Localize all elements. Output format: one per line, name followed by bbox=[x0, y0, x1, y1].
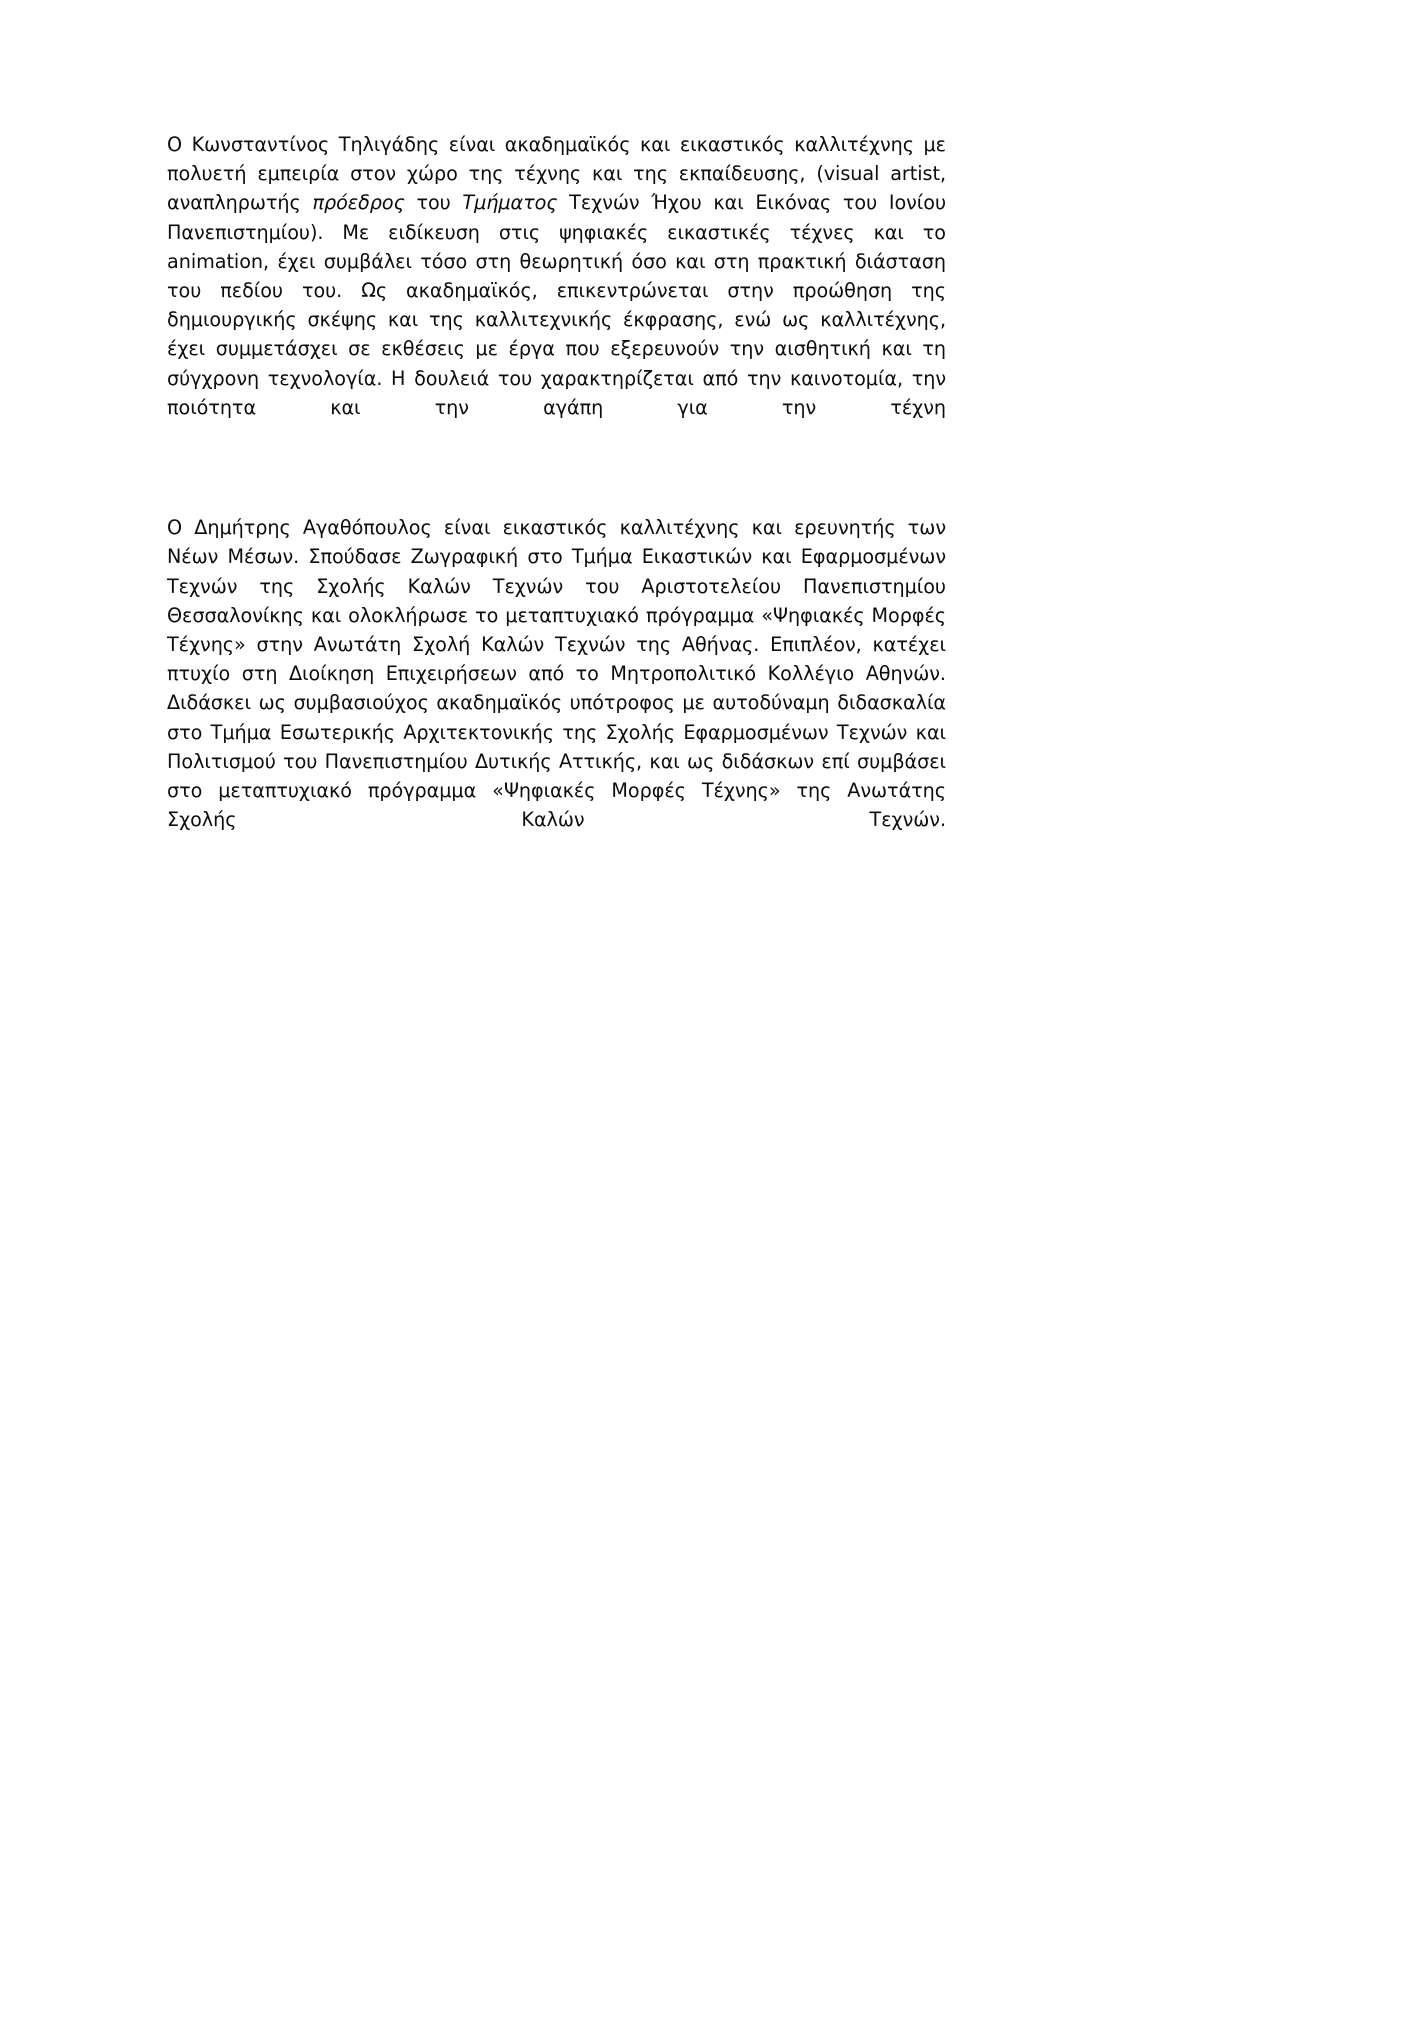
text-run: του bbox=[404, 191, 463, 215]
text-run: Ο Κωνσταντίνος Τηλιγάδης είναι ακαδημαϊκός και εικαστικός καλλιτέχνης με πολυετή εμπειρία στον χώρο της τέχνης και της εκπαίδευσης, (visual artist, αναπληρωτής bbox=[167, 133, 946, 215]
text-run: Ο Δημήτρης Αγαθόπουλος είναι εικαστικός καλλιτέχνης και ερευνητής των Νέων Μέσων. Σπούδασε Ζωγραφική στο Τμήμα Εικαστικών και Εφαρμοσμένων Τεχνών της Σχολής Καλών Τεχνών του Αριστοτελείου Πανεπιστημίου Θεσσαλονίκης και ολοκλήρωσε το μεταπτυχιακό πρόγραμμα «Ψηφιακές Μορφές Τέχνης» στην Ανωτάτη Σχολή Καλών Τεχνών της Αθήνας. Επιπλέον, κατέχει πτυχίο στη Διοίκηση Επιχειρήσεων από το Μητροπολιτικό Κολλέγιο Αθηνών. Διδάσκει ως συμβασιούχος ακαδημαϊκός υπότροφος με αυτοδύναμη διδασκαλία στο Τμήμα Εσωτερικής Αρχιτεκτονικής της Σχολής Εφαρμοσμένων Τεχνών και Πολιτισμού του Πανεπιστημίου Δυτικής Αττικής, και ως διδάσκων επί συμβάσει στο μεταπτυχιακό πρόγραμμα «Ψηφιακές Μορφές Τέχνης» της Ανωτάτης Σχολής Καλών Τεχνών. bbox=[167, 516, 946, 832]
text-run: Τεχνών Ήχου και Εικόνας του Ιονίου Πανεπιστημίου). Με ειδίκευση στις ψηφιακές εικαστικές τέχνες και το animation, έχει συμβάλει τόσο στη θεωρητική όσο και στη πρακτική διάσταση του πεδίου του. Ως ακαδημαϊκός, επικεντρώνεται στην προώθηση της δημιουργικής σκέψης και της καλλιτεχνικής έκφρασης, ενώ ως καλλιτέχνης, έχει συμμετάσχει σε εκθέσεις με έργα που εξερευνούν την αισθητική και τη σύγχρονη τεχνολογία. Η δουλειά του χαρακτηρίζεται από την καινοτομία, την ποιότητα και την αγάπη για την τέχνη bbox=[167, 191, 946, 419]
paragraph-bio-konstantinos-tiligadis bbox=[167, 130, 946, 451]
paragraph-bio-dimitris-agathopoulos bbox=[167, 513, 946, 863]
document-body bbox=[167, 130, 946, 864]
text-run-italic: Τμήματος bbox=[462, 191, 558, 215]
text-run-italic: πρόεδρος bbox=[312, 191, 405, 215]
